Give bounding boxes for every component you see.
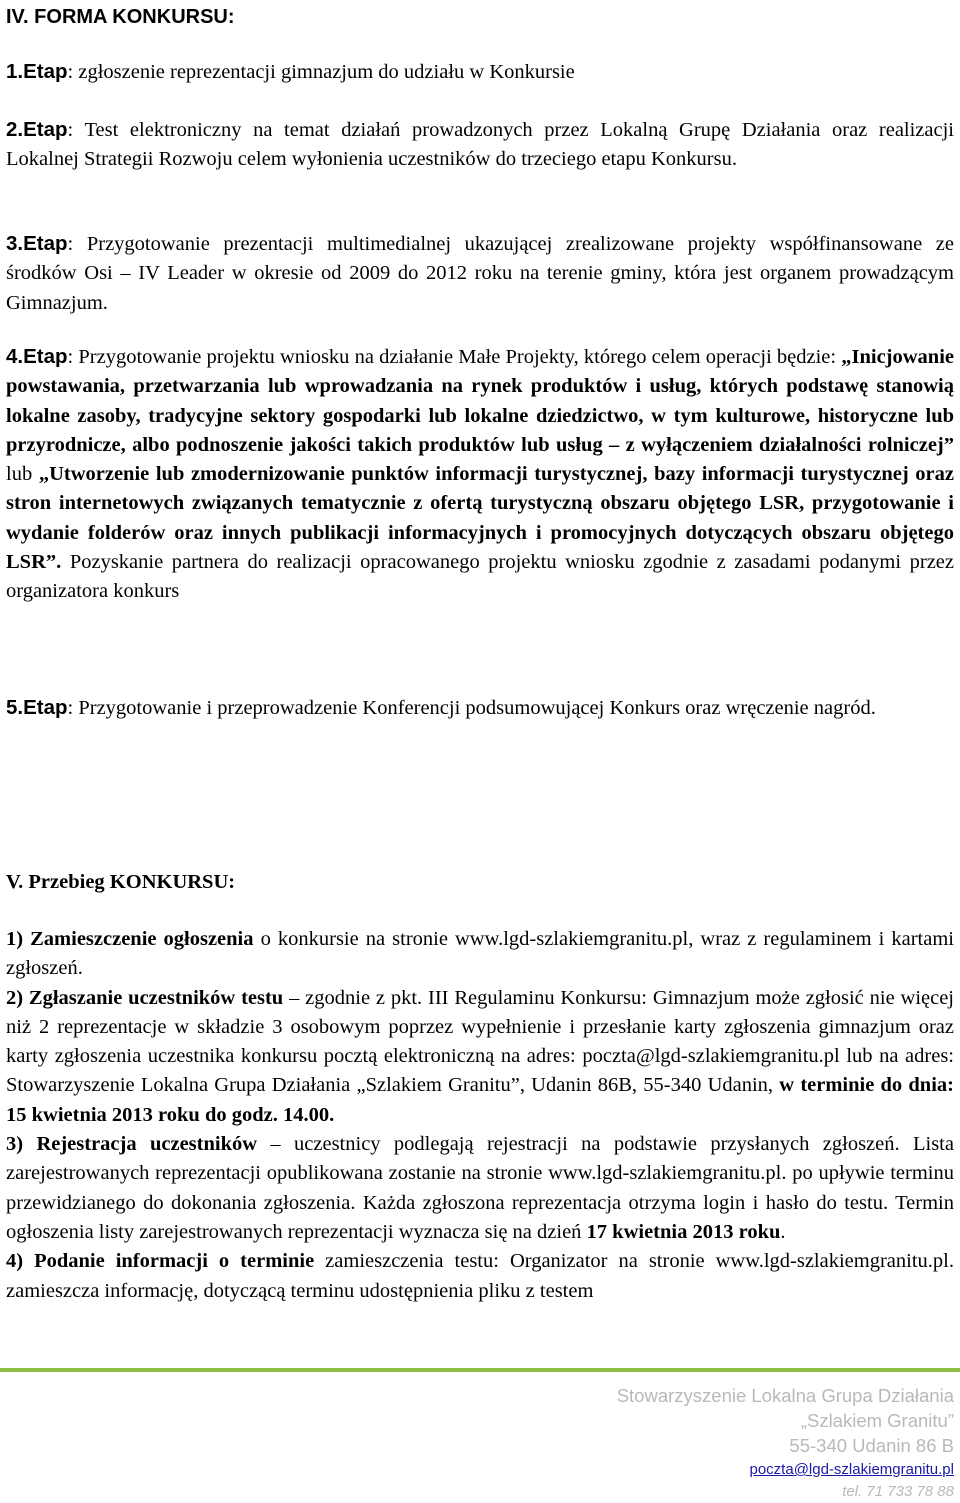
section-iv-title: IV. FORMA KONKURSU: [6,6,235,28]
section-v-title: V. Przebieg KONKURSU: [6,871,236,893]
footer-email-link[interactable]: poczta@lgd-szlakiemgranitu.pl [749,1461,954,1478]
etap-4-quote-b: „Utworzenie lub zmodernizowanie punktów informacji turystycznej, bazy informacji turystycznej oraz stron internetowych związanych tematycznie z ofertą turystyczną obszaru objętego LSR, przygotowanie i wydanie folderów oraz innych publikacji informacyjnych i promocyjnych dotyczących obszaru objętego LSR”. [6,463,954,574]
item-4-label: 4) Podanie informacji o terminie [6,1250,315,1273]
etap-3-number: 3.Etap [6,232,68,255]
footer-org-subname: „Szlakiem Granitu” [800,1410,954,1431]
etap-4-quote-a: „Inicjowanie powstawania, przetwarzania lub wprowadzania na rynek produktów i usług, których podstawę stanowią lokalne zasoby, tradycyjne sektory gospodarki lub lokalne dziedzictwo, w tym kulturowe, historyczne lub przyrodnicze, albo podnoszenie jakości takich produktów lub usług – z wyłączeniem działalności rolniczej” [6,346,954,456]
footer-divider [0,1368,960,1372]
etap-4-number: 4.Etap [6,345,68,368]
item-3-text: – uczestnicy podlegają rejestracji na podstawie przysłanych zgłoszeń. Lista zarejestrowanych reprezentacji opublikowana zostanie na stronie www.lgd-szlakiemgranitu.pl. po upływie terminu przewidzianego do dokonania zgłoszenia. Każda zgłoszona reprezentacja otrzyma login i hasło do testu. Termin ogłoszenia listy zarejestrowanych reprezentacji wyznacza się na dzień [6,1133,954,1243]
item-1-label: 1) Zamieszczenie ogłoszenia [6,928,254,950]
item-2-deadline: w terminie do dnia: 15 kwietnia 2013 roku do godz. 14.00. [6,1074,954,1126]
item-1-text: o konkursie na stronie www.lgd-szlakiemgranitu.pl, wraz z regulaminem i kartami zgłoszeń. [6,928,954,980]
etap-2-number: 2.Etap [6,118,68,141]
etap-3 [6,229,954,318]
etap-4-text-c: Pozyskanie partnera do realizacji opracowanego projektu wniosku zgodnie z zasadami podanymi przez organizatora konkurs [6,551,954,603]
item-3-tail: . [780,1220,786,1243]
etap-5 [6,693,954,723]
etap-3-text: : Przygotowanie prezentacji multimedialnej ukazującej zrealizowane projekty współfinansowane ze środków Osi – IV Leader w okresie od 2009 do 2012 roku na terenie gminy, która jest organem prowadzącym Gimnazjum. [6,233,954,314]
footer-address-line: 55-340 Udanin 86 B [789,1435,954,1456]
list-item-1 [6,925,954,984]
list-item-2 [6,984,954,1130]
footer-phone: tel. 71 733 78 88 [842,1483,954,1500]
etap-4-text-a: : Przygotowanie projektu wniosku na działanie Małe Projekty, którego celem operacji będzie: [67,346,842,368]
item-2-label: 2) Zgłaszanie uczestników testu [6,986,284,1009]
footer-org-name: Stowarzyszenie Lokalna Grupa Działania [616,1385,954,1406]
etap-4 [6,342,954,607]
item-3-label: 3) Rejestracja uczestników [6,1133,258,1156]
etap-2 [6,115,954,175]
footer-address [617,1383,954,1503]
item-3-date: 17 kwietnia 2013 roku [586,1220,781,1243]
section-v-list [6,925,954,1306]
item-4-text: zamieszczenia testu: Organizator na stronie www.lgd-szlakiemgranitu.pl. zamieszcza informację, dotyczącą terminu udostępnienia pliku z testem [6,1250,954,1302]
etap-5-number: 5.Etap [6,696,68,719]
etap-1 [6,57,954,87]
item-2-text: – zgodnie z pkt. III Regulaminu Konkursu: Gimnazjum może zgłosić nie więcej niż 2 reprezentacje w składzie 3 osobowym poprzez wypełnienie i przesłanie karty zgłoszenia gimnazjum oraz karty zgłoszenia uczestnika konkursu pocztą elektroniczną na adres: poczta@lgd-szlakiemgranitu.pl lub na adres: Stowarzyszenie Lokalna Grupa Działania „Szlakiem Granitu”, Udanin 86B, 55-340 Udanin, [6,986,955,1097]
list-item-4 [6,1247,954,1306]
etap-1-number: 1.Etap [6,60,68,83]
etap-1-text: : zgłoszenie reprezentacji gimnazjum do udziału w Konkursie [67,61,575,83]
etap-2-text: : Test elektroniczny na temat działań prowadzonych przez Lokalną Grupę Działania oraz realizacji Lokalnej Strategii Rozwoju celem wyłonienia uczestników do trzeciego etapu Konkursu. [6,119,954,171]
etap-5-text: : Przygotowanie i przeprowadzenie Konferencji podsumowującej Konkurs oraz wręczenie nagród. [67,697,876,719]
etap-4-text-b: lub [6,463,39,486]
list-item-3 [6,1130,954,1247]
